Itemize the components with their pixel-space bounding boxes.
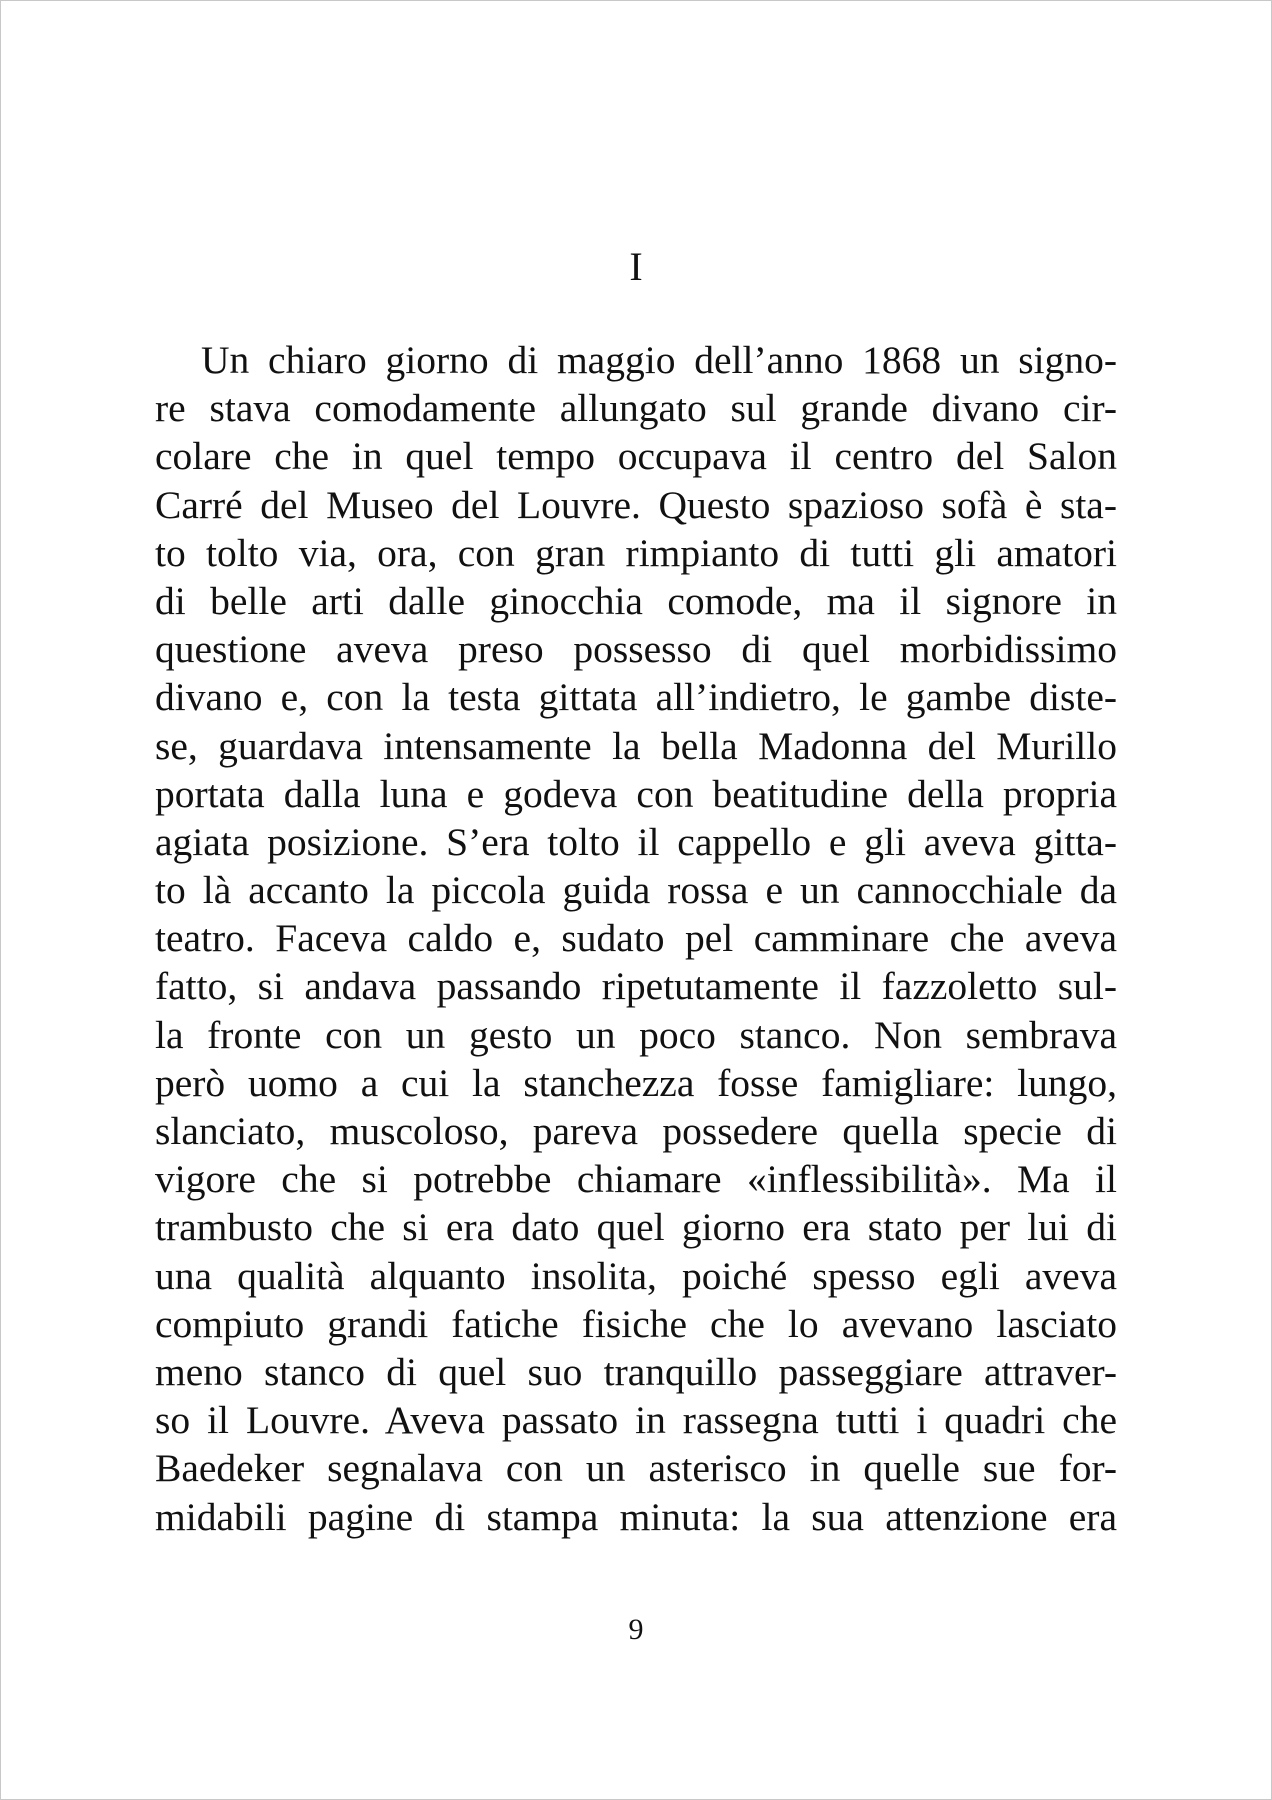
text-line: Un chiaro giorno di maggio dell’anno 1868 un signo- [201,338,1117,382]
text-line: meno stanco di quel suo tranquillo passeggiare attraver- [155,1349,1117,1394]
text-line: teatro. Faceva caldo e, sudato pel camminare che aveva [155,916,1117,961]
text-line: questione aveva preso possesso di quel morbidissimo [155,627,1117,672]
text-line: trambusto che si era dato quel giorno era stato per lui di [155,1205,1117,1250]
text-line: vigore che si potrebbe chiamare «inflessibilità». Ma il [155,1157,1117,1202]
text-line: fatto, si andava passando ripetutamente il fazzoletto sul- [155,964,1117,1009]
text-line: di belle arti dalle ginocchia comode, ma il signore in [155,578,1117,623]
text-line: Baedeker segnalava con un asterisco in quelle sue for- [155,1446,1117,1491]
text-line: so il Louvre. Aveva passato in rassegna tutti i quadri che [155,1398,1117,1443]
text-line: la fronte con un gesto un poco stanco. Non sembrava [155,1012,1117,1057]
text-line: divano e, con la testa gittata all’indietro, le gambe diste- [155,675,1117,720]
text-line: midabili pagine di stampa minuta: la sua attenzione era [155,1494,1117,1539]
page-number: 9 [628,1613,644,1646]
text-line: Carré del Museo del Louvre. Questo spazioso sofà è sta- [155,482,1117,527]
text-line: portata dalla luna e godeva con beatitudine della propria [155,771,1117,816]
chapter-heading: I [629,244,643,289]
text-line: compiuto grandi fatiche fisiche che lo avevano lasciato [155,1301,1117,1346]
text-line: to là accanto la piccola guida rossa e un cannocchiale da [155,868,1117,913]
text-line: una qualità alquanto insolita, poiché spesso egli aveva [155,1253,1117,1298]
body-paragraph [155,336,1117,1541]
text-line: agiata posizione. S’era tolto il cappello e gli aveva gitta- [155,819,1117,864]
text-line: però uomo a cui la stanchezza fosse famigliare: lungo, [155,1060,1117,1105]
text-line: to tolto via, ora, con gran rimpianto di tutti gli amatori [155,530,1117,575]
text-line: re stava comodamente allungato sul grande divano cir- [155,386,1117,431]
text-line: se, guardava intensamente la bella Madonna del Murillo [155,723,1117,768]
text-line: slanciato, muscoloso, pareva possedere quella specie di [155,1109,1117,1153]
text-line: colare che in quel tempo occupava il centro del Salon [155,434,1117,479]
